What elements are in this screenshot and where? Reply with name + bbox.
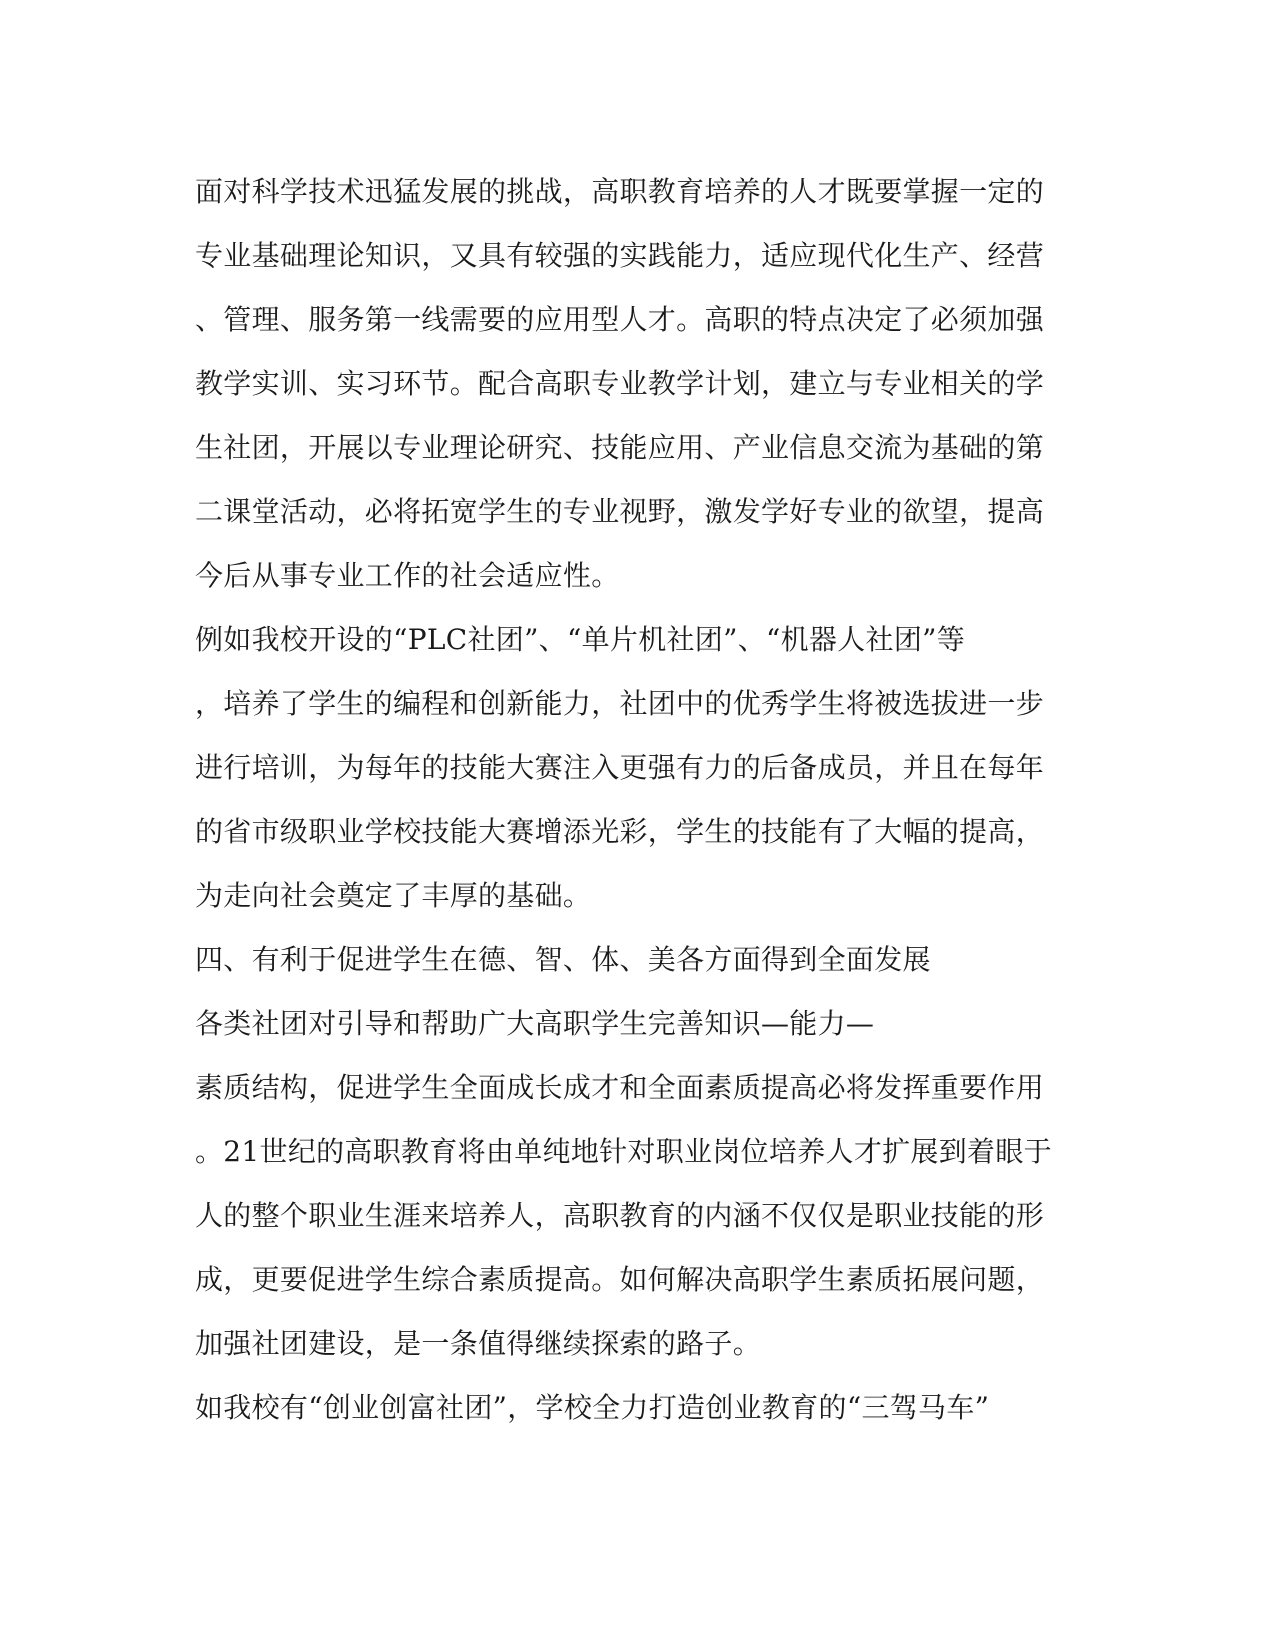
text-line: 、管理、服务第一线需要的应用型人才。高职的特点决定了必须加强 [195,303,1045,336]
text-line: 如我校有“创业创富社团”，学校全力打造创业教育的“三驾马车” [195,1391,990,1424]
text-line: 面对科学技术迅猛发展的挑战，高职教育培养的人才既要掌握一定的 [195,175,1045,208]
text-line: 人的整个职业生涯来培养人，高职教育的内涵不仅仅是职业技能的形 [195,1199,1045,1232]
text-line: 各类社团对引导和帮助广大高职学生完善知识—能力— [195,1007,875,1040]
text-line: 进行培训，为每年的技能大赛注入更强有力的后备成员，并且在每年 [195,751,1045,784]
text-line: 加强社团建设，是一条值得继续探索的路子。 [195,1327,762,1360]
text-line: 二课堂活动，必将拓宽学生的专业视野，激发学好专业的欲望，提高 [195,495,1045,528]
text-line: 今后从事专业工作的社会适应性。 [195,559,620,592]
text-line: 教学实训、实习环节。配合高职专业教学计划，建立与专业相关的学 [195,367,1045,400]
text-line: 成，更要促进学生综合素质提高。如何解决高职学生素质拓展问题， [195,1263,1045,1296]
text-line: 的省市级职业学校技能大赛增添光彩，学生的技能有了大幅的提高， [195,815,1045,848]
text-line: 为走向社会奠定了丰厚的基础。 [195,879,592,912]
text-line: 素质结构，促进学生全面成长成才和全面素质提高必将发挥重要作用 [195,1071,1045,1104]
text-line: 。21世纪的高职教育将由单纯地针对职业岗位培养人才扩展到着眼于 [195,1135,1052,1168]
text-line: 专业基础理论知识，又具有较强的实践能力，适应现代化生产、经营 [195,239,1045,272]
section-heading: 四、有利于促进学生在德、智、体、美各方面得到全面发展 [195,943,931,976]
text-line: 生社团，开展以专业理论研究、技能应用、产业信息交流为基础的第 [195,431,1045,464]
text-line: ，培养了学生的编程和创新能力，社团中的优秀学生将被选拔进一步 [195,687,1045,720]
text-line: 例如我校开设的“PLC社团”、“单片机社团”、“机器人社团”等 [195,623,966,656]
body-text [195,160,1075,1440]
